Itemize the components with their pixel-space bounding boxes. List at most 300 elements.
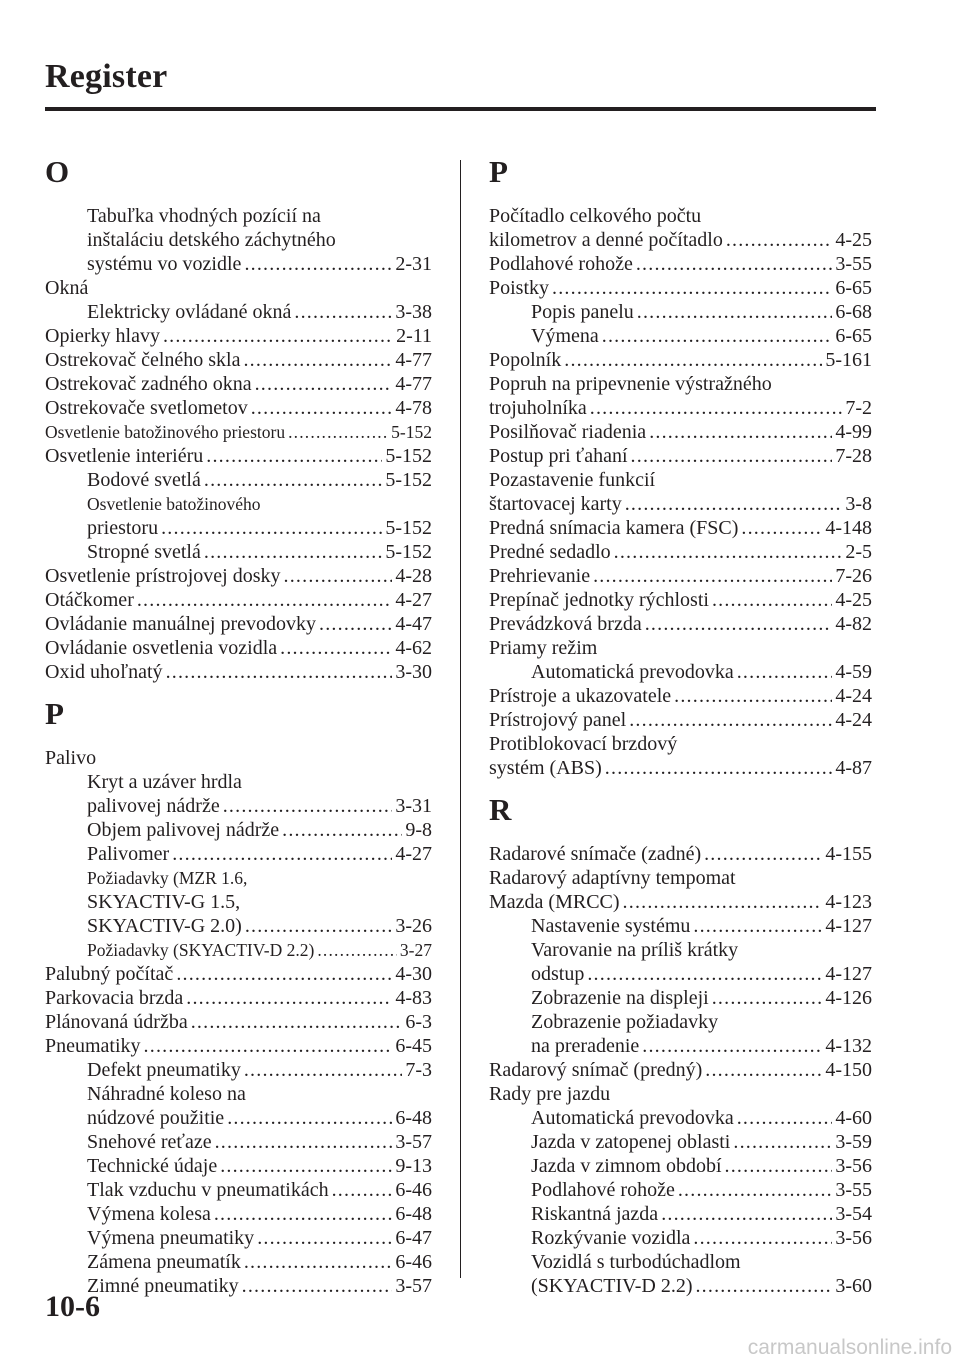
entry-text: Zobrazenie na displeji [531,987,709,1009]
dot-leader [726,228,833,252]
entry-page-ref: 6-3 [405,1011,432,1033]
entry-page-ref: 3-56 [835,1227,872,1249]
index-entry [45,348,432,372]
dot-leader [317,938,397,962]
index-entry [489,588,872,612]
entry-page-ref: 3-57 [395,1275,432,1297]
dot-leader [678,1178,832,1202]
index-entry [489,890,872,914]
index-entry [489,348,872,372]
entry-text: Požiadavky (SKYACTIV-D 2.2) [87,940,315,960]
entry-page-ref: 9-8 [405,819,432,841]
entry-list-o [45,204,432,684]
entry-page-ref: 4-82 [835,613,872,635]
dot-leader [693,1226,832,1250]
dot-leader [244,252,392,276]
entry-text: Osvetlenie batožinového [87,494,261,514]
dot-leader [172,842,392,866]
index-entry [489,324,872,348]
entry-page-ref: 6-48 [395,1107,432,1129]
entry-text: Výmena [531,325,599,347]
dot-leader [661,1202,832,1226]
entry-text: trojuholníka [489,397,587,419]
entry-text: Ostrekovač čelného skla [45,349,241,371]
dot-leader [741,516,822,540]
entry-page-ref: 4-77 [395,373,432,395]
entry-text: kilometrov a denné počítadlo [489,229,723,251]
entry-text: Parkovacia brzda [45,987,184,1009]
entry-page-ref: 3-27 [399,940,432,960]
index-entry [45,1178,432,1202]
entry-page-ref: 4-132 [825,1035,872,1057]
index-entry [489,420,872,444]
entry-text: Podlahové rohože [489,253,633,275]
index-entry [489,708,872,732]
dot-leader [564,348,822,372]
index-entry [489,684,872,708]
entry-page-ref: 4-27 [395,589,432,611]
index-entry [489,300,872,324]
entry-text: Palivo [45,747,97,769]
entry-text: (SKYACTIV-D 2.2) [531,1275,693,1297]
dot-leader [552,276,832,300]
entry-text: Bodové svetlá [87,469,201,491]
index-entry [489,1226,872,1250]
entry-page-ref: 3-59 [835,1131,872,1153]
index-entry [45,420,432,444]
entry-text: priestoru [87,517,159,539]
index-entry [45,204,432,228]
entry-text: Stropné svetlá [87,541,201,563]
index-entry [45,842,432,866]
dot-leader [737,660,833,684]
dot-leader [191,1010,403,1034]
entry-text: Automatická prevodovka [531,1107,734,1129]
index-entry [489,914,872,938]
index-entry [45,1082,432,1106]
index-entry [45,1250,432,1274]
entry-page-ref: 4-28 [395,565,432,587]
entry-page-ref: 3-55 [835,253,872,275]
entry-page-ref: 3-38 [395,301,432,323]
entry-page-ref: 6-47 [395,1227,432,1249]
dot-leader [712,986,823,1010]
dot-leader [636,252,832,276]
index-entry [489,842,872,866]
entry-page-ref: 6-46 [395,1251,432,1273]
dot-leader [623,890,823,914]
entry-page-ref: 6-45 [395,1035,432,1057]
entry-text: Radarový adaptívny tempomat [489,867,736,889]
index-entry [45,890,432,914]
index-entry [45,1058,432,1082]
entry-page-ref: 4-150 [825,1059,872,1081]
entry-text: Výmena kolesa [87,1203,211,1225]
section-letter-p-right: P [489,154,508,189]
dot-leader [725,1154,833,1178]
entry-text: na preradenie [531,1035,640,1057]
entry-page-ref: 4-148 [825,517,872,539]
entry-text: Posilňovač riadenia [489,421,647,443]
index-entry [45,1202,432,1226]
index-entry [45,1034,432,1058]
entry-page-ref: 4-99 [835,421,872,443]
entry-text: Automatická prevodovka [531,661,734,683]
index-entry [489,660,872,684]
entry-page-ref: 4-62 [395,637,432,659]
dot-leader [737,1106,833,1130]
dot-leader [642,1034,822,1058]
entry-page-ref: 6-68 [835,301,872,323]
entry-text: Vozidlá s turbodúchadlom [531,1251,741,1273]
index-entry [489,1058,872,1082]
dot-leader [137,588,392,612]
index-entry [45,324,432,348]
entry-page-ref: 5-152 [385,469,432,491]
index-entry [489,732,872,756]
entry-page-ref: 7-26 [835,565,872,587]
entry-page-ref: 5-152 [385,517,432,539]
index-entry [489,372,872,396]
entry-text: systém (ABS) [489,757,602,779]
entry-text: Ostrekovač zadného okna [45,373,252,395]
index-entry [45,636,432,660]
index-entry [45,1274,432,1298]
column-divider [460,160,461,1278]
index-entry [45,660,432,684]
index-entry [45,492,432,516]
entry-text: Postup pri ťahaní [489,445,628,467]
entry-text: Mazda (MRCC) [489,891,620,913]
entry-page-ref: 3-8 [845,493,872,515]
entry-page-ref: 5-161 [825,349,872,371]
entry-page-ref: 4-30 [395,963,432,985]
dot-leader [605,756,833,780]
dot-leader [280,636,392,660]
entry-text: Palivomer [87,843,170,865]
dot-leader [242,1274,393,1298]
entry-text: Zámena pneumatík [87,1251,241,1273]
entry-text: Prístrojový panel [489,709,627,731]
dot-leader [245,914,393,938]
entry-text: Defekt pneumatiky [87,1059,241,1081]
dot-leader [163,324,393,348]
entry-page-ref: 5-152 [385,445,432,467]
entry-text: Osvetlenie batožinového priestoru [45,422,286,442]
entry-page-ref: 3-26 [395,915,432,937]
index-entry [489,1202,872,1226]
dot-leader [243,348,392,372]
dot-leader [704,842,822,866]
dot-leader [674,684,832,708]
entry-text: Zobrazenie požiadavky [531,1011,719,1033]
entry-page-ref: 3-55 [835,1179,872,1201]
entry-text: Technické údaje [87,1155,218,1177]
entry-text: Pozastavenie funkcií [489,469,656,491]
entry-text: Predná snímacia kamera (FSC) [489,517,739,539]
entry-text: Radarový snímač (predný) [489,1059,703,1081]
entry-text: Kryt a uzáver hrdla [87,771,242,793]
entry-text: Pneumatiky [45,1035,141,1057]
dot-leader [257,1226,392,1250]
index-entry [45,396,432,420]
index-entry [45,1106,432,1130]
index-entry [489,228,872,252]
index-entry [489,612,872,636]
index-entry [45,770,432,794]
index-entry [489,492,872,516]
index-entry [489,756,872,780]
index-entry [489,1154,872,1178]
section-letter-p: P [45,696,64,731]
entry-text: Podlahové rohože [531,1179,675,1201]
page-title: Register [45,58,168,95]
dot-leader [166,660,393,684]
entry-text: Protiblokovací brzdový [489,733,678,755]
index-entry [45,252,432,276]
entry-text: SKYACTIV-G 1.5, [87,891,241,913]
index-entry [45,372,432,396]
entry-text: Požiadavky (MZR 1.6, [87,868,248,888]
entry-page-ref: 4-78 [395,397,432,419]
index-entry [45,746,432,770]
index-entry [45,300,432,324]
index-entry [45,1154,432,1178]
index-entry [489,1082,872,1106]
entry-text: Prevádzková brzda [489,613,642,635]
index-entry [45,468,432,492]
entry-page-ref: 4-87 [835,757,872,779]
entry-page-ref: 4-127 [825,915,872,937]
entry-text: palivovej nádrže [87,795,220,817]
entry-page-ref: 7-3 [405,1059,432,1081]
index-entry [45,612,432,636]
dot-leader [614,540,843,564]
index-entry [489,986,872,1010]
index-entry [45,588,432,612]
header-rule [45,107,876,111]
index-entry [45,1010,432,1034]
index-entry [489,636,872,660]
entry-text: Palubný počítač [45,963,174,985]
dot-leader [244,1058,402,1082]
entry-page-ref: 7-28 [835,445,872,467]
dot-leader [645,612,833,636]
dot-leader [733,1130,832,1154]
dot-leader [319,612,392,636]
entry-page-ref: 4-123 [825,891,872,913]
dot-leader [161,516,382,540]
index-entry [45,276,432,300]
entry-text: Rady pre jazdu [489,1083,611,1105]
watermark-text: carmanualsonline.info [747,1336,952,1359]
index-entry [489,204,872,228]
entry-text: odstup [531,963,585,985]
index-entry [489,1178,872,1202]
dot-leader [695,1274,832,1298]
entry-page-ref: 6-46 [395,1179,432,1201]
entry-page-ref: 3-57 [395,1131,432,1153]
dot-leader [332,1178,393,1202]
entry-page-ref: 5-152 [391,422,432,442]
dot-leader [215,1130,393,1154]
entry-text: Zimné pneumatiky [87,1275,239,1297]
entry-text: Prehrievanie [489,565,591,587]
entry-page-ref: 6-65 [835,277,872,299]
entry-text: inštaláciu detského záchytného [87,229,336,251]
entry-page-ref: 5-152 [385,541,432,563]
entry-text: Poistky [489,277,550,299]
entry-page-ref: 3-54 [835,1203,872,1225]
index-entry [489,564,872,588]
index-entry [489,962,872,986]
index-entry [45,444,432,468]
entry-page-ref: 2-5 [845,541,872,563]
entry-text: Osvetlenie prístrojovej dosky [45,565,281,587]
entry-page-ref: 4-155 [825,843,872,865]
entry-page-ref: 7-2 [845,397,872,419]
entry-page-ref: 4-127 [825,963,872,985]
entry-page-ref: 2-11 [396,325,432,347]
dot-leader [223,794,393,818]
index-entry [489,1250,872,1274]
entry-text: Otáčkomer [45,589,134,611]
entry-text: Varovanie na príliš krátky [531,939,739,961]
index-entry [489,540,872,564]
index-entry [45,938,432,962]
index-entry [45,1226,432,1250]
entry-text: Prepínač jednotky rýchlosti [489,589,709,611]
dot-leader [186,986,392,1010]
entry-text: Osvetlenie interiéru [45,445,204,467]
dot-leader [284,564,393,588]
index-entry [45,228,432,252]
entry-page-ref: 6-48 [395,1203,432,1225]
entry-list-p-left [45,746,432,1298]
entry-text: SKYACTIV-G 2.0) [87,915,242,937]
index-entry [489,1034,872,1058]
entry-text: Predné sedadlo [489,541,611,563]
entry-page-ref: 6-65 [835,325,872,347]
index-entry [45,962,432,986]
entry-text: Rozkývanie vozidla [531,1227,691,1249]
entry-list-p-right [489,204,872,780]
entry-text: Okná [45,277,89,299]
index-entry [45,794,432,818]
dot-leader [144,1034,393,1058]
dot-leader [288,420,388,444]
entry-text: Výmena pneumatiky [87,1227,255,1249]
entry-text: Počítadlo celkového počtu [489,205,702,227]
entry-page-ref: 9-13 [395,1155,432,1177]
entry-page-ref: 4-24 [835,685,872,707]
entry-page-ref: 3-30 [395,661,432,683]
entry-text: Radarové snímače (zadné) [489,843,702,865]
entry-text: Nastavenie systému [531,915,691,937]
index-column-right [489,152,872,1298]
entry-page-ref: 3-60 [835,1275,872,1297]
index-entry [45,516,432,540]
dot-leader [631,444,833,468]
dot-leader [649,420,832,444]
dot-leader [294,300,392,324]
index-entry [489,396,872,420]
entry-page-ref: 3-31 [395,795,432,817]
dot-leader [693,914,822,938]
dot-leader [220,1154,392,1178]
entry-page-ref: 4-25 [835,229,872,251]
dot-leader [244,1250,393,1274]
dot-leader [206,444,382,468]
entry-text: núdzové použitie [87,1107,225,1129]
entry-page-ref: 4-77 [395,349,432,371]
dot-leader [637,300,833,324]
entry-page-ref: 4-59 [835,661,872,683]
dot-leader [255,372,393,396]
section-letter-o: O [45,154,70,189]
index-column-left [45,152,432,1298]
dot-leader [712,588,832,612]
entry-text: Priamy režim [489,637,598,659]
index-entry [489,866,872,890]
index-entry [489,516,872,540]
entry-page-ref: 4-47 [395,613,432,635]
dot-leader [593,564,832,588]
entry-text: Náhradné koleso na [87,1083,246,1105]
entry-text: Oxid uhoľnatý [45,661,163,683]
index-entry [45,564,432,588]
entry-text: Objem palivovej nádrže [87,819,280,841]
index-entry [45,1130,432,1154]
entry-text: Opierky hlavy [45,325,160,347]
index-entry [489,1274,872,1298]
dot-leader [204,540,382,564]
dot-leader [251,396,393,420]
entry-page-ref: 4-60 [835,1107,872,1129]
dot-leader [214,1202,392,1226]
index-entry [489,938,872,962]
dot-leader [176,962,392,986]
index-entry [489,1010,872,1034]
entry-page-ref: 2-31 [395,253,432,275]
entry-text: Snehové reťaze [87,1131,212,1153]
entry-text: Plánovaná údržba [45,1011,188,1033]
dot-leader [282,818,402,842]
entry-text: Jazda v zimnom období [531,1155,722,1177]
page-number: 10-6 [45,1290,100,1323]
entry-text: Tabuľka vhodných pozícií na [87,205,321,227]
entry-text: Jazda v zatopenej oblasti [531,1131,731,1153]
entry-text: Ostrekovače svetlometov [45,397,248,419]
entry-text: Elektricky ovládané okná [87,301,292,323]
section-letter-r: R [489,792,512,827]
index-entry [45,818,432,842]
index-entry [489,252,872,276]
entry-page-ref: 4-24 [835,709,872,731]
entry-text: Popis panelu [531,301,634,323]
index-entry [45,540,432,564]
dot-leader [227,1106,392,1130]
entry-text: štartovacej karty [489,493,622,515]
index-entry [489,468,872,492]
entry-text: Ovládanie osvetlenia vozidla [45,637,278,659]
entry-text: Riskantná jazda [531,1203,659,1225]
entry-list-r [489,842,872,1298]
entry-text: Tlak vzduchu v pneumatikách [87,1179,329,1201]
entry-page-ref: 4-126 [825,987,872,1009]
entry-page-ref: 4-83 [395,987,432,1009]
entry-page-ref: 4-27 [395,843,432,865]
